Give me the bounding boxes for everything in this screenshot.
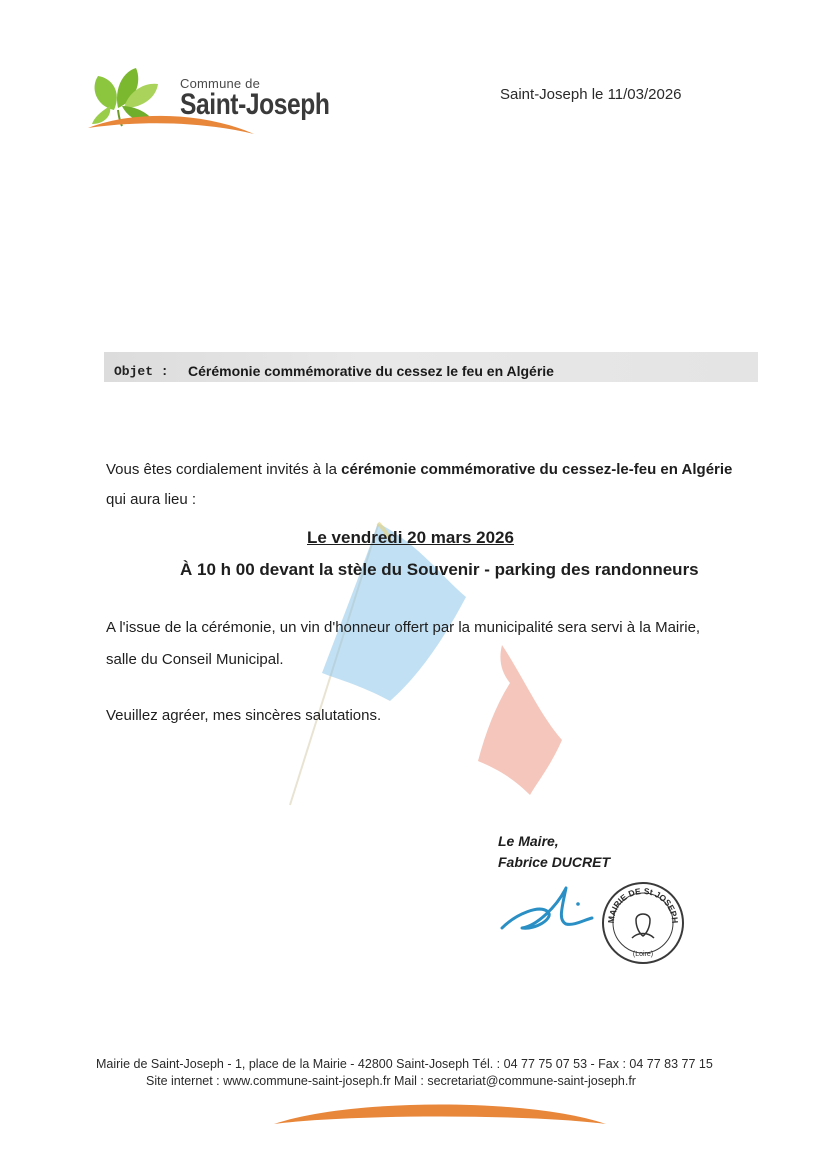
object-text: Cérémonie commémorative du cessez le feu en Algérie [188,363,554,379]
signatory-name: Fabrice DUCRET [498,854,611,870]
footer-web-contact: Site internet : www.commune-saint-joseph.fr Mail : secretariat@commune-saint-joseph.fr [146,1074,636,1088]
object-label: Objet : [114,364,169,379]
intro-prefix: Vous êtes cordialement invités à la [106,461,342,478]
svg-text:MAIRIE DE St JOSEPH: MAIRIE DE St JOSEPH [605,885,681,924]
intro-line-1 [106,461,732,478]
handwritten-signature-icon [496,878,596,938]
letter-date: Saint-Joseph le 11/03/2026 [500,86,682,103]
logo-commune-label: Commune de [180,76,261,91]
commune-logo [84,48,334,148]
event-date: Le vendredi 20 mars 2026 [307,528,514,547]
logo-town-name: Saint-Joseph [180,88,330,121]
reception-line-2: salle du Conseil Municipal. [106,651,284,668]
mairie-stamp-icon [600,880,686,966]
reception-line-1: A l'issue de la cérémonie, un vin d'honneur offert par la municipalité sera servi à la Mairie, [106,619,701,636]
footer-address: Mairie de Saint-Joseph - 1, place de la Mairie - 42800 Saint-Joseph Tél. : 04 77 75 07 53 - Fax : 04 77 83 77 15 [96,1057,713,1071]
svg-text:(Loire): (Loire) [632,951,654,958]
event-time-location: À 10 h 00 devant la stèle du Souvenir - parking des randonneurs [180,560,699,579]
flags-watermark-icon [270,505,570,825]
signatory-title: Le Maire, [498,833,559,849]
footer-swoosh-icon [270,1096,610,1130]
intro-ceremony-name: cérémonie commémorative du cessez-le-feu en Algérie [341,461,733,478]
closing-greeting: Veuillez agréer, mes sincères salutations. [106,707,382,724]
intro-line-2: qui aura lieu : [106,491,197,508]
